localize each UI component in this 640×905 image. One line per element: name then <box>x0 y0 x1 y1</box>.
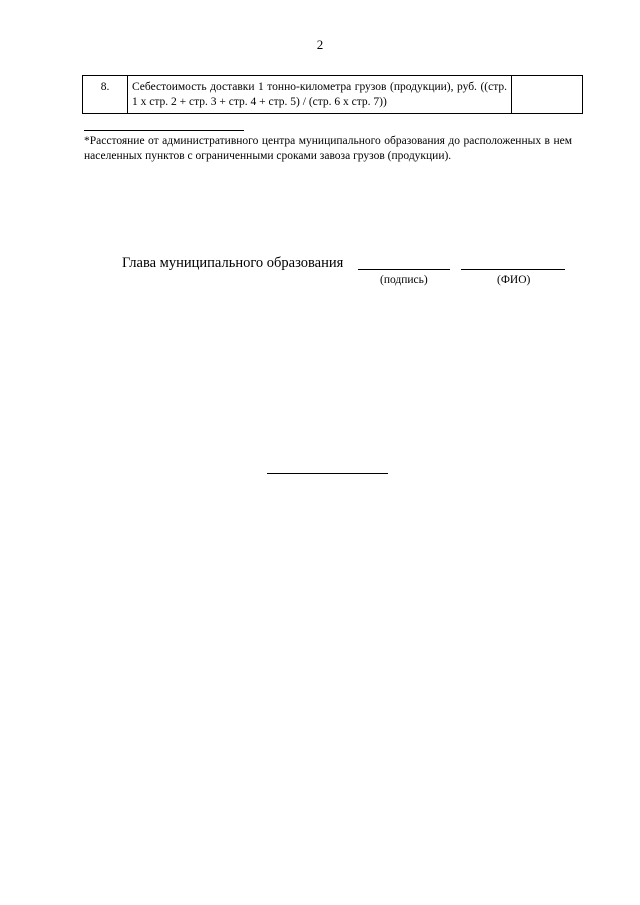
footnote-text: *Расстояние от административного центра муниципального образования до расположенных в нем населенных пунктов с ограниченными сроками завоза грузов (продукции). <box>84 135 572 162</box>
table-row <box>83 76 583 114</box>
indicators-table <box>82 75 583 114</box>
footnote-separator <box>84 130 244 131</box>
document-end-separator <box>267 473 388 474</box>
signature-title: Глава муниципального образования <box>122 255 344 271</box>
signature-line <box>358 269 450 270</box>
row-value-cell <box>512 76 583 114</box>
page-number: 2 <box>316 37 324 52</box>
name-line <box>461 269 565 270</box>
signature-block <box>122 254 572 294</box>
signature-caption: (подпись) <box>380 274 428 286</box>
name-caption: (ФИО) <box>497 274 531 286</box>
row-description-cell: Себестоимость доставки 1 тонно-километра грузов (продукции), руб. ((стр. 1 х стр. 2 + стр. 3 + стр. 4 + стр. 5) / (стр. 6 х стр. 7)) <box>128 76 512 114</box>
row-number-cell: 8. <box>83 76 128 114</box>
